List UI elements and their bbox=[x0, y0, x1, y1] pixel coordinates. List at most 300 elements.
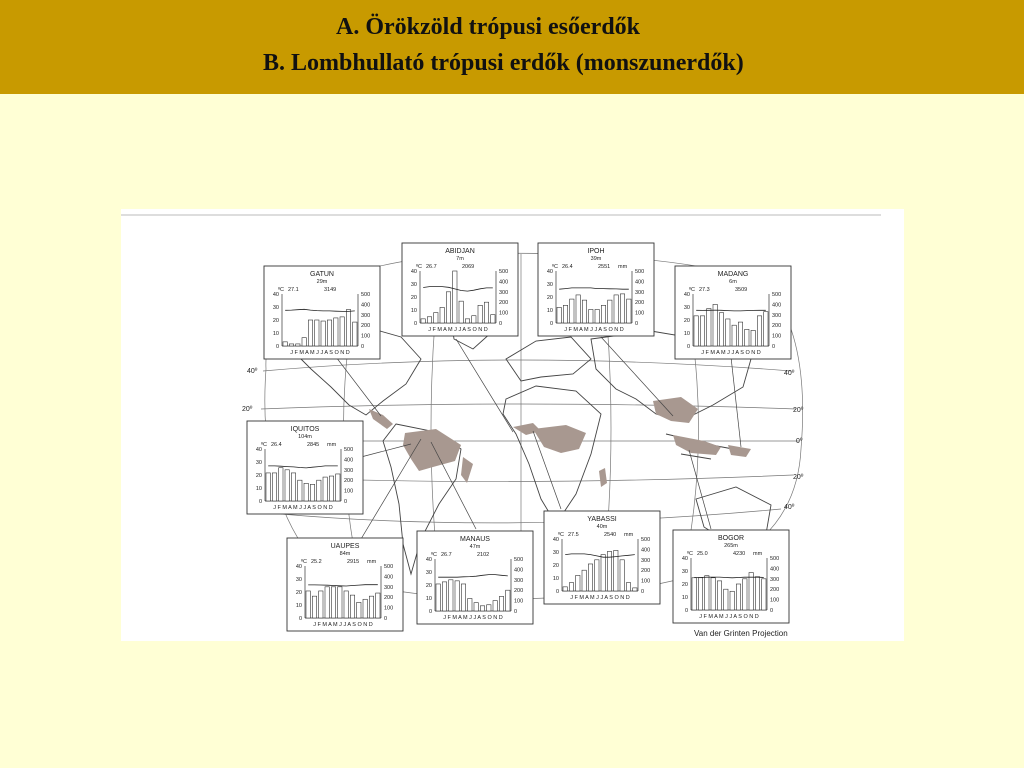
precip-bar-1 bbox=[692, 578, 696, 610]
forest-central-america bbox=[369, 409, 393, 429]
forest-indonesia bbox=[673, 435, 721, 455]
station-elevation: 104m bbox=[298, 434, 312, 440]
leader-bogor bbox=[689, 450, 711, 529]
precip-bar-12 bbox=[762, 579, 766, 610]
temp-tick-0: 0 bbox=[549, 321, 553, 327]
annual-precip: 2915 bbox=[347, 559, 360, 565]
temp-tick-3: 30 bbox=[681, 569, 688, 575]
precip-bar-1 bbox=[283, 342, 287, 346]
precip-bar-3 bbox=[319, 591, 323, 618]
climate-diagram-figure bbox=[121, 209, 904, 641]
leader-iquitos bbox=[361, 444, 411, 457]
precip-bar-6 bbox=[724, 589, 728, 610]
leader-gatun bbox=[336, 357, 381, 416]
precip-unit: mm bbox=[624, 532, 634, 538]
africa-outline bbox=[503, 386, 601, 524]
temp-tick-1: 10 bbox=[681, 595, 688, 601]
temp-tick-1: 10 bbox=[425, 596, 432, 602]
precip-unit: mm bbox=[327, 442, 337, 448]
precip-tick-4: 400 bbox=[770, 566, 780, 573]
precip-bar-7 bbox=[595, 309, 599, 323]
annual-precip: 2102 bbox=[477, 552, 490, 558]
precip-bar-4 bbox=[713, 304, 717, 346]
precip-tick-3: 300 bbox=[499, 289, 509, 296]
precip-tick-2: 200 bbox=[384, 595, 394, 602]
precip-tick-5: 500 bbox=[772, 292, 782, 298]
precip-bar-6 bbox=[595, 560, 599, 591]
station-name: BOGOR bbox=[717, 535, 745, 542]
precip-bar-10 bbox=[493, 601, 497, 611]
precip-bar-6 bbox=[298, 480, 302, 501]
precip-tick-3: 300 bbox=[514, 577, 524, 584]
precip-bar-3 bbox=[434, 313, 438, 323]
temp-tick-4: 40 bbox=[272, 292, 279, 298]
lat-label-40n-left: 40º bbox=[247, 368, 258, 375]
precip-bar-7 bbox=[730, 591, 734, 610]
annual-precip: 2069 bbox=[462, 264, 475, 270]
precip-tick-5: 500 bbox=[635, 269, 645, 275]
precip-bar-8 bbox=[350, 595, 354, 618]
precip-bar-7 bbox=[732, 325, 736, 346]
precip-bar-7 bbox=[459, 301, 463, 323]
precip-bar-9 bbox=[472, 316, 476, 323]
station-name: GATUN bbox=[310, 271, 334, 278]
precip-tick-1: 100 bbox=[384, 605, 394, 612]
precip-tick-0: 0 bbox=[770, 608, 774, 614]
forest-brazil-coast bbox=[461, 457, 473, 483]
precip-bar-7 bbox=[474, 603, 478, 611]
precip-bar-7 bbox=[321, 321, 325, 346]
precip-bar-11 bbox=[757, 316, 761, 346]
precip-bar-11 bbox=[499, 596, 503, 611]
temp-unit: ºC bbox=[416, 264, 422, 270]
precip-tick-0: 0 bbox=[641, 589, 645, 595]
precip-tick-1: 100 bbox=[641, 578, 651, 585]
precip-unit: mm bbox=[367, 559, 377, 565]
precip-tick-5: 500 bbox=[641, 537, 651, 543]
precip-tick-2: 200 bbox=[770, 587, 780, 594]
parallel-20n bbox=[261, 404, 796, 409]
precip-tick-4: 400 bbox=[641, 547, 651, 554]
precip-bar-5 bbox=[446, 292, 450, 323]
precip-tick-2: 200 bbox=[361, 323, 371, 330]
precip-bar-3 bbox=[449, 580, 453, 611]
precip-tick-0: 0 bbox=[499, 321, 503, 327]
precip-bar-3 bbox=[570, 299, 574, 323]
forest-areas bbox=[369, 397, 751, 487]
temp-tick-2: 20 bbox=[546, 295, 553, 301]
month-labels: J F M A M J J A S O N D bbox=[290, 350, 350, 356]
precip-unit: mm bbox=[753, 551, 763, 557]
climate-box-yabassi bbox=[544, 511, 660, 604]
precip-bar-5 bbox=[461, 584, 465, 611]
precip-bar-5 bbox=[582, 300, 586, 323]
station-elevation: 40m bbox=[596, 524, 608, 530]
precip-bar-2 bbox=[563, 305, 567, 323]
month-labels: J F M A M J J A S O N D bbox=[564, 327, 624, 333]
precip-bar-5 bbox=[291, 473, 295, 501]
temp-unit: ºC bbox=[278, 287, 284, 293]
precip-bar-5 bbox=[331, 587, 335, 618]
temp-tick-2: 20 bbox=[272, 318, 279, 324]
mean-temp: 25.2 bbox=[311, 559, 322, 565]
precip-bar-9 bbox=[745, 329, 749, 346]
precip-tick-2: 200 bbox=[499, 300, 509, 307]
temp-tick-4: 40 bbox=[295, 564, 302, 570]
precip-bar-1 bbox=[306, 591, 310, 618]
temp-unit: ºC bbox=[261, 442, 267, 448]
temp-tick-4: 40 bbox=[410, 269, 417, 275]
precip-bar-8 bbox=[310, 484, 314, 501]
mean-temp: 27.1 bbox=[288, 287, 299, 293]
precip-bar-2 bbox=[272, 473, 276, 501]
precip-tick-3: 300 bbox=[384, 584, 394, 591]
temp-tick-3: 30 bbox=[410, 282, 417, 288]
precip-tick-2: 200 bbox=[635, 300, 645, 307]
forest-central-africa bbox=[533, 425, 586, 453]
precip-tick-2: 200 bbox=[344, 478, 354, 485]
climate-box-gatun bbox=[264, 266, 380, 359]
climate-box-uaupes bbox=[287, 538, 403, 631]
precip-bar-9 bbox=[334, 318, 338, 346]
precip-tick-0: 0 bbox=[384, 616, 388, 622]
precip-tick-3: 300 bbox=[641, 557, 651, 564]
precip-bar-8 bbox=[465, 319, 469, 323]
mean-temp: 26.4 bbox=[562, 264, 573, 270]
precip-tick-3: 300 bbox=[344, 467, 354, 474]
precip-bar-9 bbox=[608, 300, 612, 323]
station-name: ABIDJAN bbox=[445, 248, 475, 255]
temp-tick-1: 10 bbox=[272, 331, 279, 337]
precip-bar-11 bbox=[620, 294, 624, 323]
precip-tick-5: 500 bbox=[361, 292, 371, 298]
temp-tick-1: 10 bbox=[295, 603, 302, 609]
precip-bar-7 bbox=[304, 483, 308, 501]
precip-tick-0: 0 bbox=[344, 499, 348, 505]
lat-label-20n-right: 20º bbox=[793, 407, 804, 414]
month-labels: J F M A M J J A S O N D bbox=[699, 614, 759, 620]
lat-label-20n-left: 20º bbox=[242, 406, 253, 413]
precip-tick-0: 0 bbox=[772, 344, 776, 350]
precip-bar-4 bbox=[582, 570, 586, 591]
precip-bar-8 bbox=[601, 305, 605, 323]
precip-bar-9 bbox=[357, 602, 361, 618]
temp-unit: ºC bbox=[431, 552, 437, 558]
month-labels: J F M A M J J A S O N D bbox=[313, 622, 373, 628]
temp-tick-3: 30 bbox=[425, 570, 432, 576]
precip-tick-1: 100 bbox=[635, 310, 645, 317]
slide-header bbox=[0, 0, 1024, 94]
mean-temp: 25.0 bbox=[697, 551, 708, 557]
forest-amazon bbox=[403, 429, 461, 471]
precip-bar-4 bbox=[325, 587, 329, 618]
precip-tick-5: 500 bbox=[770, 556, 780, 562]
annual-precip: 3149 bbox=[324, 287, 337, 293]
temp-tick-2: 20 bbox=[683, 318, 690, 324]
precip-bar-10 bbox=[614, 295, 618, 323]
precip-tick-2: 200 bbox=[772, 323, 782, 330]
temp-tick-2: 20 bbox=[425, 583, 432, 589]
precip-bar-4 bbox=[576, 295, 580, 323]
precip-bar-4 bbox=[440, 307, 444, 323]
leader-madang bbox=[731, 357, 741, 447]
precip-bar-10 bbox=[363, 599, 367, 618]
precip-tick-1: 100 bbox=[361, 333, 371, 340]
annual-precip: 2845 bbox=[307, 442, 320, 448]
temp-tick-4: 40 bbox=[425, 557, 432, 563]
precip-bar-6 bbox=[338, 587, 342, 618]
precip-bar-1 bbox=[436, 584, 440, 611]
precip-bar-7 bbox=[344, 591, 348, 618]
lat-label-equator-right: 0º bbox=[796, 438, 803, 445]
temp-tick-2: 20 bbox=[255, 473, 262, 479]
precip-tick-3: 300 bbox=[361, 312, 371, 319]
precip-bar-3 bbox=[576, 575, 580, 591]
climate-box-manaus bbox=[417, 531, 533, 624]
temp-tick-2: 20 bbox=[295, 590, 302, 596]
precip-bar-3 bbox=[279, 468, 283, 501]
mean-temp: 26.7 bbox=[441, 552, 452, 558]
precip-bar-9 bbox=[317, 480, 321, 501]
precip-tick-4: 400 bbox=[772, 302, 782, 309]
temp-tick-2: 20 bbox=[410, 295, 417, 301]
temp-tick-1: 10 bbox=[255, 486, 262, 492]
precip-bar-9 bbox=[487, 605, 491, 611]
station-elevation: 7m bbox=[456, 256, 464, 262]
station-name: YABASSI bbox=[587, 516, 617, 523]
precip-bar-12 bbox=[491, 315, 495, 323]
precip-bar-12 bbox=[764, 312, 768, 346]
precip-bar-5 bbox=[588, 564, 592, 591]
precip-tick-0: 0 bbox=[514, 609, 518, 615]
forest-southeast-asia bbox=[653, 397, 698, 423]
temp-tick-0: 0 bbox=[258, 499, 262, 505]
station-elevation: 265m bbox=[724, 543, 738, 549]
precip-tick-0: 0 bbox=[361, 344, 365, 350]
temp-tick-4: 40 bbox=[255, 447, 262, 453]
temp-unit: ºC bbox=[687, 551, 693, 557]
temp-tick-3: 30 bbox=[295, 577, 302, 583]
precip-bar-11 bbox=[369, 596, 373, 618]
forest-madagascar bbox=[599, 468, 607, 487]
temp-unit: ºC bbox=[301, 559, 307, 565]
precip-bar-4 bbox=[285, 470, 289, 501]
temp-tick-0: 0 bbox=[413, 321, 417, 327]
precip-bar-6 bbox=[726, 319, 730, 346]
temp-tick-1: 10 bbox=[552, 576, 559, 582]
temp-tick-4: 40 bbox=[683, 292, 690, 298]
temp-tick-0: 0 bbox=[428, 609, 432, 615]
temp-tick-4: 40 bbox=[552, 537, 559, 543]
precip-tick-3: 300 bbox=[772, 312, 782, 319]
temp-tick-0: 0 bbox=[686, 344, 690, 350]
precip-bar-5 bbox=[717, 581, 721, 610]
precip-bar-1 bbox=[694, 316, 698, 346]
temp-tick-1: 10 bbox=[683, 331, 690, 337]
precip-bar-8 bbox=[480, 606, 484, 611]
precip-bar-12 bbox=[506, 590, 510, 611]
month-labels: J F M A M J J A S O N D bbox=[273, 505, 333, 511]
month-labels: J F M A M J J A S O N D bbox=[570, 595, 630, 601]
climate-box-abidjan bbox=[402, 243, 518, 336]
temp-tick-0: 0 bbox=[275, 344, 279, 350]
leader-ipoh bbox=[601, 337, 673, 416]
precip-tick-1: 100 bbox=[770, 597, 780, 604]
station-elevation: 6m bbox=[729, 279, 737, 285]
lat-label-20s-right: 20º bbox=[793, 474, 804, 481]
station-name: MANAUS bbox=[460, 536, 490, 543]
precip-bar-12 bbox=[353, 322, 357, 346]
lat-label-40n-right: 40º bbox=[784, 370, 795, 377]
precip-tick-5: 500 bbox=[499, 269, 509, 275]
lat-label-40s-right: 40º bbox=[784, 504, 795, 511]
precip-bar-3 bbox=[705, 576, 709, 610]
month-labels: J F M A M J J A S O N D bbox=[701, 350, 761, 356]
precip-bar-2 bbox=[569, 583, 573, 591]
precip-bar-5 bbox=[308, 320, 312, 346]
precip-bar-9 bbox=[743, 579, 747, 610]
leader-abidjan bbox=[456, 339, 513, 432]
precip-bar-11 bbox=[346, 310, 350, 346]
precip-bar-11 bbox=[626, 583, 630, 591]
temp-unit: ºC bbox=[558, 532, 564, 538]
mean-temp: 27.5 bbox=[568, 532, 579, 538]
temp-tick-3: 30 bbox=[255, 460, 262, 466]
precip-bar-2 bbox=[312, 596, 316, 618]
temp-unit: ºC bbox=[552, 264, 558, 270]
precip-tick-2: 200 bbox=[514, 588, 524, 595]
station-name: MADANG bbox=[717, 271, 749, 278]
precip-bar-10 bbox=[620, 560, 624, 591]
precip-tick-2: 200 bbox=[641, 568, 651, 575]
temp-tick-3: 30 bbox=[683, 305, 690, 311]
precip-tick-4: 400 bbox=[635, 279, 645, 286]
precip-tick-4: 400 bbox=[514, 567, 524, 574]
station-name: UAUPES bbox=[330, 543, 360, 550]
precip-bar-11 bbox=[755, 577, 759, 610]
precip-bar-6 bbox=[315, 320, 319, 346]
world-map-svg bbox=[121, 209, 904, 641]
precip-bar-1 bbox=[266, 473, 270, 501]
precip-bar-6 bbox=[468, 599, 472, 611]
precip-tick-5: 500 bbox=[384, 564, 394, 570]
temp-tick-4: 40 bbox=[546, 269, 553, 275]
precip-bar-11 bbox=[484, 302, 488, 323]
month-labels: J F M A M J J A S O N D bbox=[428, 327, 488, 333]
temp-tick-2: 20 bbox=[552, 563, 559, 569]
precip-bar-7 bbox=[601, 555, 605, 591]
precip-bar-4 bbox=[455, 581, 459, 611]
precip-bar-8 bbox=[738, 322, 742, 346]
temp-tick-1: 10 bbox=[546, 308, 553, 314]
annual-precip: 4230 bbox=[733, 551, 746, 557]
temp-tick-3: 30 bbox=[546, 282, 553, 288]
precip-bar-12 bbox=[376, 593, 380, 618]
precip-tick-4: 400 bbox=[344, 457, 354, 464]
precip-bar-2 bbox=[698, 578, 702, 610]
precip-unit: mm bbox=[618, 264, 628, 270]
station-name: IQUITOS bbox=[290, 426, 320, 433]
precip-bar-8 bbox=[736, 584, 740, 610]
mean-temp: 26.7 bbox=[426, 264, 437, 270]
precip-tick-1: 100 bbox=[514, 598, 524, 605]
climate-box-iquitos bbox=[247, 421, 363, 514]
precip-bar-2 bbox=[289, 344, 293, 346]
temp-tick-3: 30 bbox=[272, 305, 279, 311]
precip-tick-5: 500 bbox=[344, 447, 354, 453]
leader-uaupes bbox=[361, 439, 421, 539]
precip-bar-10 bbox=[751, 330, 755, 346]
precip-bar-10 bbox=[323, 477, 327, 501]
temp-tick-0: 0 bbox=[298, 616, 302, 622]
precip-bar-6 bbox=[453, 271, 457, 323]
station-elevation: 29m bbox=[316, 279, 328, 285]
precip-tick-3: 300 bbox=[635, 289, 645, 296]
precip-bar-10 bbox=[749, 573, 753, 610]
precip-tick-5: 500 bbox=[514, 557, 524, 563]
projection-label: Van der Grinten Projection bbox=[694, 629, 788, 638]
temp-tick-1: 10 bbox=[410, 308, 417, 314]
annual-precip: 2540 bbox=[604, 532, 617, 538]
precip-bar-2 bbox=[427, 317, 431, 323]
precip-bar-10 bbox=[340, 317, 344, 346]
precip-bar-12 bbox=[627, 299, 631, 323]
title-a: A. Örökzöld trópusi esőerdők bbox=[336, 14, 641, 40]
precip-bar-8 bbox=[327, 320, 331, 346]
temp-tick-0: 0 bbox=[684, 608, 688, 614]
title-b: B. Lombhullató trópusi erdők (monszunerdők) bbox=[263, 50, 744, 76]
forest-new-guinea bbox=[728, 445, 751, 457]
precip-tick-4: 400 bbox=[361, 302, 371, 309]
climate-box-bogor bbox=[673, 530, 789, 623]
precip-bar-12 bbox=[336, 474, 340, 501]
precip-bar-5 bbox=[719, 313, 723, 346]
precip-tick-4: 400 bbox=[384, 574, 394, 581]
precip-bar-4 bbox=[302, 338, 306, 346]
precip-bar-3 bbox=[707, 309, 711, 346]
temp-unit: ºC bbox=[689, 287, 695, 293]
annual-precip: 3509 bbox=[735, 287, 748, 293]
precip-bar-10 bbox=[478, 305, 482, 323]
precip-bar-1 bbox=[563, 587, 567, 591]
precip-tick-1: 100 bbox=[499, 310, 509, 317]
precip-bar-2 bbox=[700, 316, 704, 346]
precip-bar-1 bbox=[421, 319, 425, 323]
precip-bar-4 bbox=[711, 578, 715, 610]
station-elevation: 47m bbox=[469, 544, 481, 550]
month-labels: J F M A M J J A S O N D bbox=[443, 615, 503, 621]
precip-bar-2 bbox=[442, 582, 446, 611]
station-elevation: 84m bbox=[339, 551, 351, 557]
precip-bar-1 bbox=[557, 307, 561, 323]
precip-tick-1: 100 bbox=[344, 488, 354, 495]
climate-box-madang bbox=[675, 266, 791, 359]
europe-outline bbox=[506, 337, 591, 381]
precip-tick-3: 300 bbox=[770, 576, 780, 583]
precip-tick-0: 0 bbox=[635, 321, 639, 327]
temp-tick-4: 40 bbox=[681, 556, 688, 562]
temp-tick-3: 30 bbox=[552, 550, 559, 556]
station-name: IPOH bbox=[587, 248, 605, 255]
climate-box-ipoh bbox=[538, 243, 654, 336]
precip-bar-6 bbox=[589, 309, 593, 323]
temp-tick-2: 20 bbox=[681, 582, 688, 588]
precip-bar-11 bbox=[329, 476, 333, 501]
annual-precip: 2551 bbox=[598, 264, 611, 270]
precip-tick-1: 100 bbox=[772, 333, 782, 340]
precip-tick-4: 400 bbox=[499, 279, 509, 286]
station-elevation: 39m bbox=[590, 256, 602, 262]
